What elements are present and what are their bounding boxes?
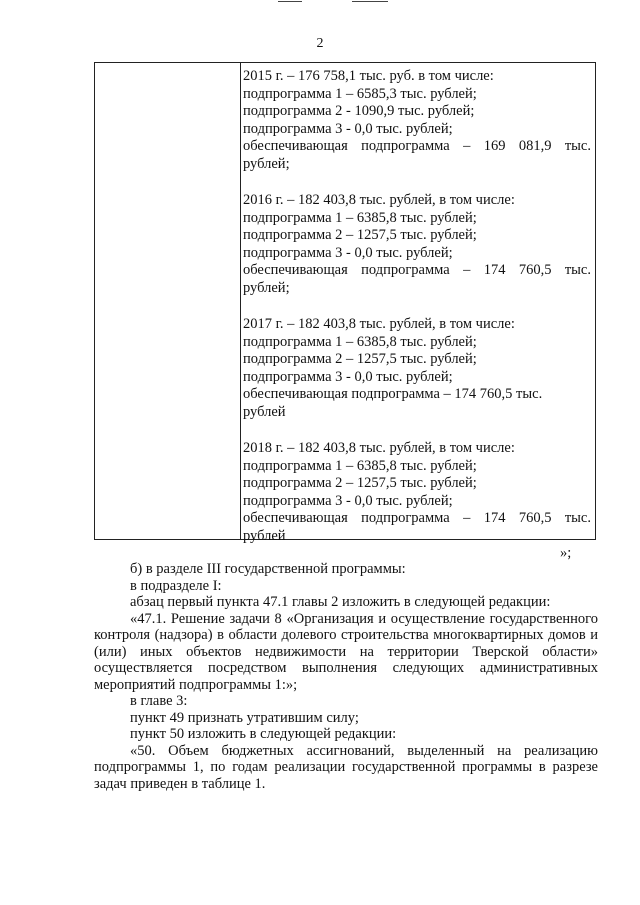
year-total: 2016 г. – 182 403,8 тыс. рублей, в том числе:	[243, 192, 515, 208]
subprogram-3-amount: подпрограмма 3 - 0,0 тыс. рублей;	[243, 120, 453, 137]
chapter-3-line: в главе 3:	[130, 693, 188, 709]
paragraph-50: «50. Объем бюджетных ассигнований, выделенный на реализацию подпрограммы 1, по годам реализации государственной программы в разрезе задач приведен в таблице 1.	[94, 742, 598, 792]
year-total: 2015 г. – 176 758,1 тыс. руб. в том числе:	[243, 68, 494, 84]
funding-table	[94, 62, 596, 544]
subsection-line: в подразделе I:	[130, 577, 222, 594]
scan-artifact-line	[278, 1, 302, 2]
subprogram-2-amount: подпрограмма 2 - 1090,9 тыс. рублей;	[243, 103, 475, 119]
closing-quote: »;	[560, 545, 572, 561]
table-funding-cell	[243, 68, 591, 564]
year-block-2016	[243, 192, 591, 297]
year-block-2017	[243, 316, 591, 421]
amount-unit-tail: рублей	[243, 403, 286, 420]
support-subprogram-amount: обеспечивающая подпрограмма – 174 760,5 тыс.	[243, 510, 591, 526]
subprogram-2-amount: подпрограмма 2 – 1257,5 тыс. рублей;	[243, 227, 477, 243]
point-49-line: пункт 49 признать утратившим силу;	[130, 709, 359, 726]
scan-artifact-line	[352, 1, 388, 2]
subprogram-3-amount: подпрограмма 3 - 0,0 тыс. рублей;	[243, 368, 453, 385]
support-subprogram-amount: обеспечивающая подпрограмма – 169 081,9 тыс.	[243, 138, 591, 154]
subprogram-3-amount: подпрограмма 3 - 0,0 тыс. рублей;	[243, 492, 453, 509]
subprogram-2-amount: подпрограмма 2 – 1257,5 тыс. рублей;	[243, 475, 477, 491]
document-body	[94, 561, 598, 792]
subprogram-3-amount: подпрограмма 3 - 0,0 тыс. рублей;	[243, 244, 453, 261]
support-subprogram-amount: обеспечивающая подпрограмма – 174 760,5 тыс.	[243, 386, 543, 402]
subprogram-1-amount: подпрограмма 1 – 6385,8 тыс. рублей;	[243, 209, 477, 226]
year-total: 2017 г. – 182 403,8 тыс. рублей, в том числе:	[243, 316, 515, 332]
support-subprogram-amount: обеспечивающая подпрограмма – 174 760,5 тыс.	[243, 262, 591, 278]
year-total: 2018 г. – 182 403,8 тыс. рублей, в том числе:	[243, 440, 515, 456]
subprogram-2-amount: подпрограмма 2 – 1257,5 тыс. рублей;	[243, 351, 477, 367]
table-column-divider	[240, 63, 241, 539]
subprogram-1-amount: подпрограмма 1 – 6385,8 тыс. рублей;	[243, 457, 477, 474]
year-block-2018	[243, 440, 591, 545]
subprogram-1-amount: подпрограмма 1 – 6585,3 тыс. рублей;	[243, 85, 477, 102]
subprogram-1-amount: подпрограмма 1 – 6385,8 тыс. рублей;	[243, 333, 477, 350]
amendment-instruction: абзац первый пункта 47.1 главы 2 изложить в следующей редакции:	[130, 594, 551, 610]
paragraph-47-1: «47.1. Решение задачи 8 «Организация и осуществление государственного контроля (надзора) в области долевого строительства многоквартирных домов и (или) иных объектов недвижимости на территории Тверской области» осуществляется посредством выполнения следующих административных мероприятий подпрограммы 1:»;	[94, 610, 598, 693]
section-b-line: б) в разделе III государственной программы:	[130, 561, 406, 577]
point-50-line: пункт 50 изложить в следующей редакции:	[130, 726, 397, 742]
year-block-2015	[243, 68, 591, 173]
amount-unit-tail: рублей	[243, 527, 286, 544]
amount-unit-tail: рублей;	[243, 279, 290, 296]
amount-unit-tail: рублей;	[243, 155, 290, 172]
page-number: 2	[316, 36, 324, 51]
